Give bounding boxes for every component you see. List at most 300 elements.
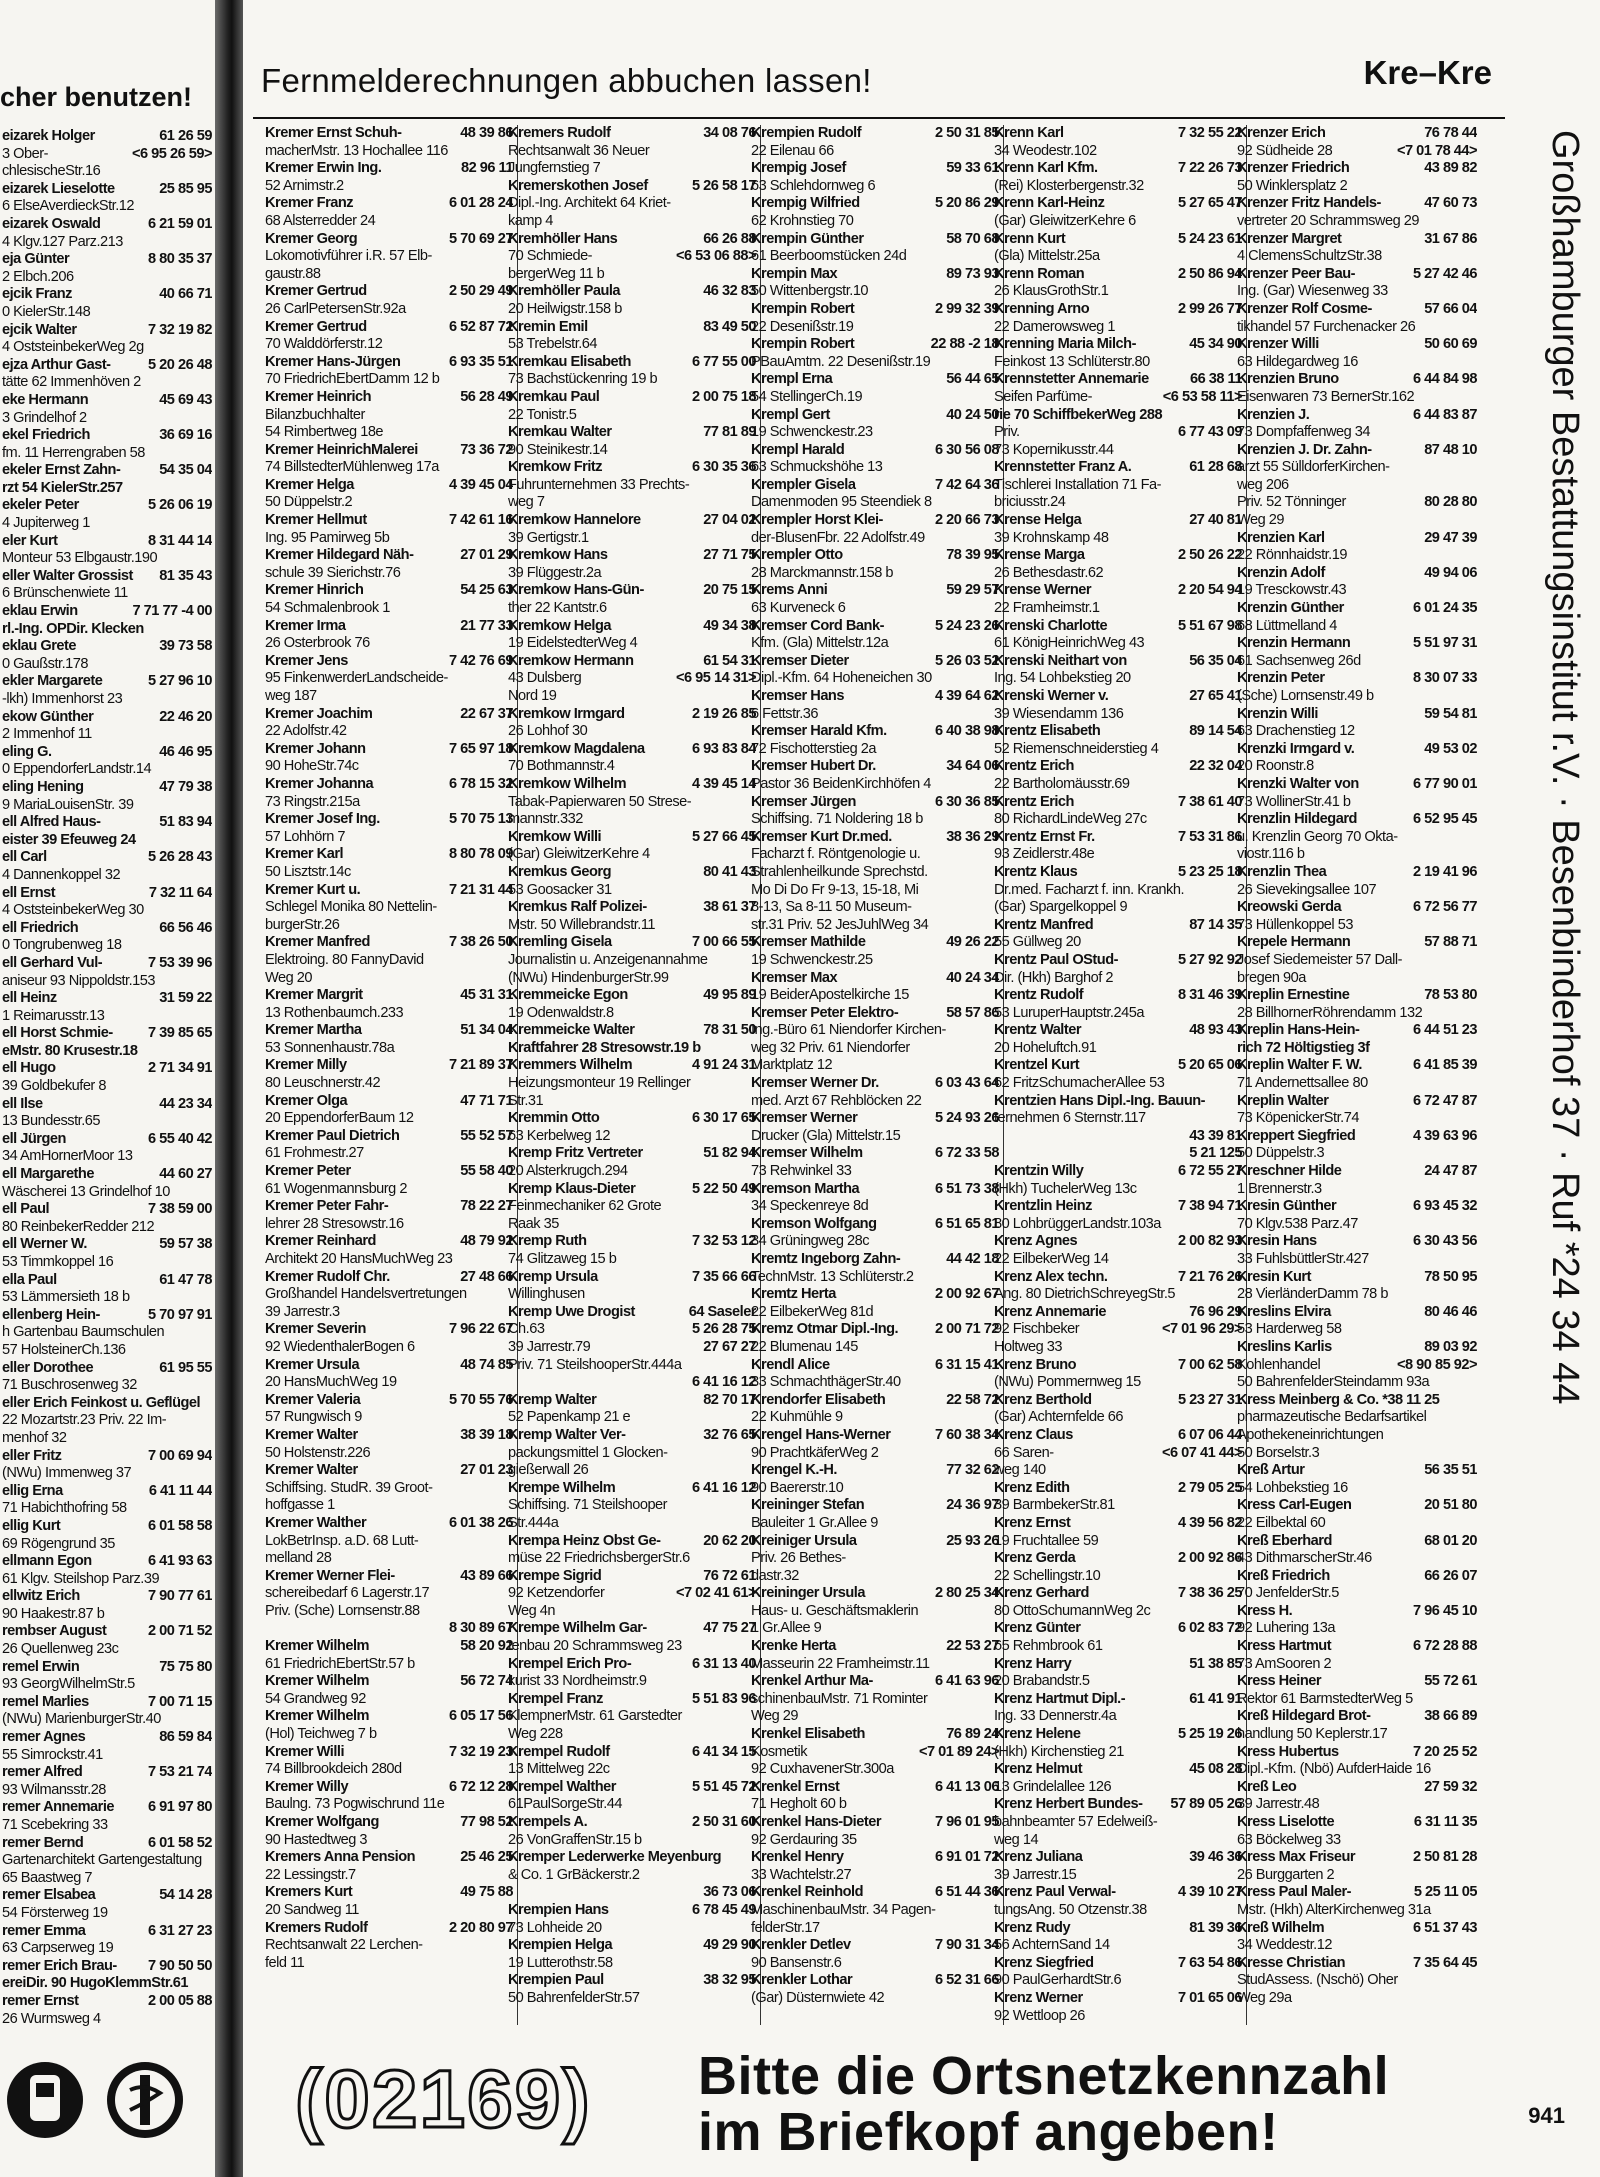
entry-text: 73 Dompfaffenweg 34 xyxy=(1237,424,1371,441)
phone-number: 6 30 43 56 xyxy=(1413,1233,1477,1250)
listing-entry xyxy=(751,1339,999,1357)
entry-text: Krenn Karl Kfm. xyxy=(994,160,1098,177)
listing-entry xyxy=(1237,1145,1477,1163)
listing-entry xyxy=(1237,1040,1477,1058)
entry-text: 13 Rothenbaumch.233 xyxy=(265,1004,404,1021)
entry-text: 26 Wurmsweg 4 xyxy=(2,2010,101,2027)
entry-text: Kremer Wolfgang xyxy=(265,1814,379,1830)
phone-number: 7 38 61 40 xyxy=(1178,793,1242,810)
entry-text: Krenz Edith xyxy=(994,1479,1070,1496)
entry-text: ell Ilse xyxy=(2,1095,43,1112)
entry-text: Holtweg 33 xyxy=(994,1338,1063,1355)
listing-entry xyxy=(751,1233,999,1251)
listing-entry xyxy=(2,1852,212,1870)
phone-number: 6 52 95 45 xyxy=(1413,811,1477,828)
listing-entry xyxy=(994,231,1242,249)
phone-number: 38 61 37 xyxy=(703,899,756,916)
entry-text: 22 Bartholomäusstr.69 xyxy=(994,775,1130,792)
entry-text: Krempa Heinz Obst Ge- xyxy=(508,1532,661,1549)
entry-text: 22 Blumenau 145 xyxy=(751,1338,858,1355)
listing-entry xyxy=(508,301,756,319)
listing-entry xyxy=(508,1480,756,1498)
listing-entry xyxy=(265,143,513,161)
phone-number: 76 89 24 xyxy=(946,1726,999,1743)
entry-text: macherMstr. 13 Hochallee 116 xyxy=(265,142,448,159)
listing-entry xyxy=(1237,336,1477,354)
phone-number: 2 99 32 39 xyxy=(935,300,999,317)
listing-entry xyxy=(751,143,999,161)
listing-entry xyxy=(751,635,999,653)
listing-entry xyxy=(265,1110,513,1128)
entry-text: 73 Rehwinkel 33 xyxy=(751,1163,852,1180)
entry-text: ereiDir. 90 HugoKlemmStr.61 xyxy=(2,1975,189,1992)
listing-entry xyxy=(2,1148,212,1166)
listing-entry xyxy=(508,864,756,882)
entry-text: Krenzlin Thea xyxy=(1237,863,1327,880)
entry-text: 19 Tresckowstr.43 xyxy=(1237,582,1347,599)
phone-number: 83 49 50 xyxy=(703,318,756,335)
entry-text: 92 Wettloop 26 xyxy=(994,2007,1085,2024)
entry-text: 6 Fettstr.36 xyxy=(751,705,819,722)
entry-text: Kohlenhandel xyxy=(1237,1356,1321,1373)
listing-entry xyxy=(994,1022,1242,1040)
listing-entry xyxy=(508,1462,756,1480)
listing-entry xyxy=(751,1568,999,1586)
phone-number: 7 21 31 44 xyxy=(449,881,513,898)
listing-entry xyxy=(508,1128,756,1146)
entry-text: 65 Baastweg 7 xyxy=(2,1869,93,1886)
listing-entry xyxy=(508,688,756,706)
phone-number: 7 53 39 96 xyxy=(148,954,212,971)
entry-text: Kremer Hinrich xyxy=(265,582,364,599)
listing-entry xyxy=(751,1269,999,1287)
entry-text: 50 BahrenfelderSteindamm 93a xyxy=(1237,1374,1430,1391)
listing-entry xyxy=(265,1304,513,1322)
phone-number: 7 71 77 -4 00 xyxy=(132,603,212,620)
listing-entry xyxy=(265,512,513,530)
entry-text: Krenz Werner xyxy=(994,1989,1083,2006)
entry-text: Feinkost 13 Schlüterstr.80 xyxy=(994,353,1150,370)
listing-entry xyxy=(751,248,999,266)
listing-entry xyxy=(751,178,999,196)
phone-number: 57 88 71 xyxy=(1424,934,1477,951)
phone-number: 5 70 55 76 xyxy=(449,1391,513,1408)
listing-entry xyxy=(2,744,212,762)
entry-text: Kress Paul Maler- xyxy=(1237,1884,1351,1901)
phone-number: 7 35 64 45 xyxy=(1413,1954,1477,1971)
phone-number: 6 44 51 23 xyxy=(1413,1022,1477,1039)
phone-number: 6 30 36 85 xyxy=(935,793,999,810)
entry-text: Str.444a xyxy=(508,1514,559,1531)
listing-entry xyxy=(751,1427,999,1445)
listing-entry xyxy=(508,1286,756,1304)
phone-number: 7 42 76 69 xyxy=(449,652,513,669)
phone-number: 2 99 26 77 xyxy=(1178,300,1242,317)
entry-text: eister 39 Efeuweg 24 xyxy=(2,831,136,848)
entry-text: 73 Ringstr.215a xyxy=(265,793,360,810)
listing-entry xyxy=(1237,600,1477,618)
entry-text: 74 BillstedterMühlenweg 17a xyxy=(265,459,439,476)
phone-number: 6 72 33 58 xyxy=(935,1145,999,1162)
listing-entry xyxy=(751,319,999,337)
listing-entry xyxy=(1237,1198,1477,1216)
entry-text: ell Jürgen xyxy=(2,1130,66,1147)
phone-number: 54 25 63 xyxy=(460,582,513,599)
listing-entry xyxy=(751,1409,999,1427)
listing-entry xyxy=(2,1606,212,1624)
entry-text: 34 Weddestr.12 xyxy=(1237,1937,1332,1954)
listing-entry xyxy=(994,970,1242,988)
entry-text: tätte 62 Immenhöven 2 xyxy=(2,374,141,391)
entry-text: 63 Kerbelweg 12 xyxy=(508,1127,611,1144)
listing-entry xyxy=(2,1430,212,1448)
listing-entry xyxy=(265,1093,513,1111)
phone-number: 87 48 10 xyxy=(1424,441,1477,458)
listing-entry xyxy=(1237,1427,1477,1445)
listing-entry xyxy=(2,656,212,674)
entry-text: Krenkel Hans-Dieter xyxy=(751,1814,882,1830)
phone-number: 2 71 34 91 xyxy=(148,1060,212,1077)
entry-text: Kremer Georg xyxy=(265,230,358,247)
listing-entry xyxy=(2,392,212,410)
phone-number: 76 96 29 xyxy=(1189,1303,1242,1320)
listing-entry xyxy=(1237,1269,1477,1287)
entry-text: 22 Framheimstr.1 xyxy=(994,600,1100,617)
phone-number: 6 01 28 24 xyxy=(449,195,513,212)
listing-entry xyxy=(265,934,513,952)
entry-text: Kreslins Elvira xyxy=(1237,1303,1331,1320)
entry-text: schinenbauMstr. 71 Rominter xyxy=(751,1690,928,1707)
listing-entry xyxy=(508,1515,756,1533)
entry-text: Kremmeicke Egon xyxy=(508,987,628,1004)
phone-number: 6 72 56 77 xyxy=(1413,899,1477,916)
listing-entry xyxy=(1237,635,1477,653)
listing-entry xyxy=(265,1603,513,1621)
listing-entry xyxy=(751,1163,999,1181)
listing-entry xyxy=(265,1796,513,1814)
phone-number: 6 40 38 98 xyxy=(935,723,999,740)
phone-number: 6 41 13 06 xyxy=(935,1778,999,1795)
listing-entry xyxy=(2,1412,212,1430)
entry-text: Architekt 20 HansMuchWeg 23 xyxy=(265,1251,453,1267)
phone-number: 43 89 82 xyxy=(1424,160,1477,177)
listing-entry xyxy=(2,1588,212,1606)
listing-entry xyxy=(265,530,513,548)
listing-entry xyxy=(508,1902,756,1920)
phone-number: 5 51 67 98 xyxy=(1178,617,1242,634)
listing-entry xyxy=(265,160,513,178)
entry-text: Journalistin u. Anzeigenannahme xyxy=(508,951,708,968)
phone-number: 38 32 95 xyxy=(703,1972,756,1989)
entry-text: eizarek Oswald xyxy=(2,215,101,232)
phone-number: 5 24 23 26 xyxy=(935,617,999,634)
entry-text: eling G. xyxy=(2,743,52,760)
entry-text: 1 Brennerstr.3 xyxy=(1237,1180,1322,1197)
listing-entry xyxy=(994,653,1242,671)
listing-entry xyxy=(508,1339,756,1357)
entry-text: 4 Klgv.127 Parz.213 xyxy=(2,233,123,250)
entry-text: 71 Buschrosenweg 32 xyxy=(2,1377,137,1394)
entry-text: h Gartenbau Baumschulen xyxy=(2,1324,165,1341)
listing-entry xyxy=(508,1920,756,1938)
phone-number: 6 52 31 66 xyxy=(935,1972,999,1989)
listing-entry xyxy=(508,1937,756,1955)
entry-text: ell Horst Schmie- xyxy=(2,1025,113,1042)
entry-text: Tischlerei Installation 71 Fa- xyxy=(994,476,1161,493)
listing-entry xyxy=(751,125,999,143)
listing-entry xyxy=(751,1920,999,1938)
entry-text: Kremp Ursula xyxy=(508,1268,598,1285)
entry-text: Kremkau Walter xyxy=(508,424,612,441)
listing-entry xyxy=(508,283,756,301)
listing-entry xyxy=(508,1744,756,1762)
entry-text: Kreß Wilhelm xyxy=(1237,1919,1325,1936)
listing-entry xyxy=(1237,829,1477,847)
listing-entry xyxy=(1237,882,1477,900)
entry-text: 92 Gerdauring 35 xyxy=(751,1831,857,1848)
entry-text: Kremser Kurt Dr.med. xyxy=(751,828,892,845)
listing-entry xyxy=(1237,706,1477,724)
entry-text: Kremer Werner Flei- xyxy=(265,1567,395,1584)
entry-text: Krempel Rudolf xyxy=(508,1743,610,1760)
entry-text: ekow Günther xyxy=(2,708,94,725)
entry-text: Kremp Walter xyxy=(508,1391,597,1408)
entry-text: Kremer Helga xyxy=(265,476,354,493)
phone-number: 22 88 -2 18 xyxy=(930,336,999,353)
entry-text: 22 Tonistr.5 xyxy=(508,406,577,423)
entry-text: 55 Simrockstr.41 xyxy=(2,1746,103,1763)
entry-text: remer Elsabea xyxy=(2,1887,96,1904)
listing-entry xyxy=(994,1656,1242,1674)
entry-text: Krentz Manfred xyxy=(994,916,1094,933)
entry-text: remel Marlies xyxy=(2,1693,89,1710)
entry-text: Krenski Werner v. xyxy=(994,688,1109,704)
listing-entry xyxy=(2,1958,212,1976)
entry-text: Priv. 52 Tönninger xyxy=(1237,494,1346,511)
phone-number: 7 96 01 95 xyxy=(935,1814,999,1830)
listing-entry xyxy=(2,955,212,973)
entry-text: Kremser Hans xyxy=(751,688,844,704)
listing-entry xyxy=(994,1339,1242,1357)
listing-entry xyxy=(1237,899,1477,917)
phone-number: 27 40 81 xyxy=(1189,512,1242,529)
phone-number: 22 53 27 xyxy=(946,1638,999,1655)
listing-entry xyxy=(751,1867,999,1885)
listing-entry xyxy=(265,1128,513,1146)
entry-text: ther 22 Kantstr.6 xyxy=(508,600,607,617)
entry-text: 43 Dulsberg xyxy=(508,670,582,687)
phone-number: 7 22 26 73 xyxy=(1178,160,1242,177)
listing-entry xyxy=(1237,1568,1477,1586)
listing-entry xyxy=(751,1181,999,1199)
entry-text: Krenz Juliana xyxy=(994,1849,1083,1866)
entry-text: Mstr. 50 Willebrandstr.11 xyxy=(508,916,656,933)
listing-entry xyxy=(265,1357,513,1375)
entry-text: Kremser Jürgen xyxy=(751,793,856,810)
phone-number: 59 57 38 xyxy=(159,1236,212,1253)
entry-text: müse 22 FriedrichsbergerStr.6 xyxy=(508,1550,690,1567)
listing-entry xyxy=(994,1796,1242,1814)
phone-number: 47 71 71 xyxy=(460,1092,513,1109)
entry-text: 22 Rönnhaidstr.19 xyxy=(1237,547,1347,564)
entry-text: 55 Güllweg 20 xyxy=(994,934,1081,951)
listing-entry xyxy=(1237,1515,1477,1533)
listing-entry xyxy=(265,1550,513,1568)
phone-number: 27 71 75 xyxy=(703,547,756,564)
listing-entry xyxy=(2,1483,212,1501)
listing-entry xyxy=(994,371,1242,389)
phone-number: 61 47 78 xyxy=(159,1271,212,1288)
phone-number: 7 90 50 50 xyxy=(148,1957,212,1974)
entry-text: Krenz Claus xyxy=(994,1426,1073,1443)
listing-entry xyxy=(265,1656,513,1674)
entry-text: menhof 32 xyxy=(2,1429,67,1446)
listing-entry xyxy=(2,1131,212,1149)
listing-entry xyxy=(994,1005,1242,1023)
entry-text: (Rei) Klosterbergenstr.32 xyxy=(994,177,1144,194)
listing-entry xyxy=(2,849,212,867)
listing-entry xyxy=(1237,1022,1477,1040)
entry-text: Kremer Johanna xyxy=(265,775,374,792)
listing-column-5 xyxy=(1237,125,1477,2025)
entry-text: 54 Rimbertweg 18e xyxy=(265,424,384,441)
phone-number: 6 02 83 72 xyxy=(1178,1620,1242,1637)
listing-entry xyxy=(994,213,1242,231)
entry-text: Krenz Alex techn. xyxy=(994,1268,1108,1285)
entry-text: Eisenwaren 73 BernerStr.162 xyxy=(1237,388,1415,405)
listing-entry xyxy=(994,582,1242,600)
phone-number: 6 91 01 72 xyxy=(935,1849,999,1866)
phone-number: 7 32 19 23 xyxy=(449,1743,513,1760)
listing-entry xyxy=(2,1764,212,1782)
phone-number: 6 31 27 23 xyxy=(148,1922,212,1939)
listing-entry xyxy=(994,1040,1242,1058)
entry-text: 28 Marckmannstr.158 b xyxy=(751,564,894,581)
listing-column-4 xyxy=(994,125,1247,2025)
listing-entry xyxy=(2,1184,212,1202)
listing-entry xyxy=(2,885,212,903)
entry-text: 19 Fruchtallee 59 xyxy=(994,1532,1099,1549)
entry-text: 50 Winklersplatz 2 xyxy=(1237,177,1348,194)
entry-text: Kress Carl-Eugen xyxy=(1237,1497,1352,1514)
listing-entry xyxy=(751,776,999,794)
listing-entry xyxy=(265,442,513,460)
listing-entry xyxy=(2,1201,212,1219)
entry-text: Krentz Paul OStud- xyxy=(994,951,1118,968)
phone-number: 55 52 57 xyxy=(460,1127,513,1144)
entry-text: Dipl.-Kfm. (Nbö) AufderHaide 16 xyxy=(1237,1761,1431,1778)
entry-text: Mo Di Do Fr 9-13, 15-18, Mi xyxy=(751,881,919,898)
listing-entry xyxy=(1237,688,1477,706)
phone-number: 89 14 54 xyxy=(1189,723,1242,740)
entry-text: Krenz Bruno xyxy=(994,1356,1077,1373)
entry-text: Krenz Siegfried xyxy=(994,1954,1094,1971)
listing-entry xyxy=(2,568,212,586)
listing-entry xyxy=(2,1887,212,1905)
phone-number: 29 47 39 xyxy=(1424,529,1477,546)
listing-entry xyxy=(508,160,756,178)
listing-entry xyxy=(994,776,1242,794)
phone-number: 4 39 63 96 xyxy=(1413,1127,1477,1144)
listing-entry xyxy=(508,670,756,688)
listing-entry xyxy=(508,1726,756,1744)
listing-entry xyxy=(508,248,756,266)
listing-entry xyxy=(265,618,513,636)
entry-text: 4 ClemensSchultzStr.38 xyxy=(1237,248,1382,265)
phone-number: 5 21 125 xyxy=(1189,1145,1242,1162)
entry-text: Krepele Hermann xyxy=(1237,934,1351,951)
listing-entry xyxy=(2,1782,212,1800)
listing-entry xyxy=(1237,1937,1477,1955)
listing-entry xyxy=(994,1497,1242,1515)
listing-entry xyxy=(994,1128,1242,1146)
entry-text: 53 Goosacker 31 xyxy=(508,881,612,898)
phone-number: 36 69 16 xyxy=(159,427,212,444)
phone-number: 6 78 15 32 xyxy=(449,775,513,792)
entry-text: Krempien Helga xyxy=(508,1937,613,1954)
listing-entry xyxy=(1237,1462,1477,1480)
listing-entry xyxy=(265,1233,513,1251)
phone-number: 27 01 23 xyxy=(460,1462,513,1479)
entry-text: 22 Eilenau 66 xyxy=(751,142,834,159)
listing-entry xyxy=(1237,1955,1477,1973)
entry-text: ekel Friedrich xyxy=(2,427,90,444)
listing-entry xyxy=(1237,477,1477,495)
entry-text: Kremmeicke Walter xyxy=(508,1022,635,1039)
listing-entry xyxy=(751,917,999,935)
phone-number: 20 51 80 xyxy=(1424,1497,1477,1514)
entry-text: 22 Damerowsweg 1 xyxy=(994,318,1115,335)
listing-entry xyxy=(265,688,513,706)
phone-number: 2 50 29 49 xyxy=(449,283,513,300)
entry-text: Kremer Ursula xyxy=(265,1356,360,1373)
entry-text: Kress Hubertus xyxy=(1237,1743,1339,1760)
listing-entry xyxy=(2,585,212,603)
entry-text: 34 Weodestr.102 xyxy=(994,142,1097,159)
entry-text: 63 Carpserweg 19 xyxy=(2,1940,114,1957)
listing-entry xyxy=(1237,547,1477,565)
entry-text: 70 Walddörferstr.12 xyxy=(265,336,383,353)
entry-text: 20 Heilwigstr.158 b xyxy=(508,300,622,317)
listing-entry xyxy=(2,867,212,885)
listing-entry xyxy=(508,1251,756,1269)
listing-entry xyxy=(265,864,513,882)
listing-entry xyxy=(751,1691,999,1709)
entry-text: 73 KöpenickerStr.74 xyxy=(1237,1110,1359,1127)
listing-entry xyxy=(508,1233,756,1251)
listing-entry xyxy=(508,952,756,970)
listing-entry xyxy=(751,846,999,864)
listing-entry xyxy=(508,1638,756,1656)
listing-entry xyxy=(1237,371,1477,389)
entry-text: ekeler Ernst Zahn- xyxy=(2,462,121,479)
entry-text: Haus- u. Geschäftsmaklerin xyxy=(751,1602,919,1619)
listing-entry xyxy=(508,794,756,812)
listing-entry xyxy=(1237,1392,1477,1410)
listing-entry xyxy=(1237,1779,1477,1797)
entry-text: ejcik Walter xyxy=(2,321,77,338)
phone-number: 47 60 73 xyxy=(1424,195,1477,212)
entry-text: Krempler Gisela xyxy=(751,476,856,493)
entry-text: Krenzien J. Dr. Zahn- xyxy=(1237,441,1372,458)
entry-text: 93 GeorgWilhelmStr.5 xyxy=(2,1676,135,1693)
entry-text: 39 Gertigstr.1 xyxy=(508,529,589,546)
listing-entry xyxy=(994,829,1242,847)
listing-entry xyxy=(508,917,756,935)
listing-entry xyxy=(994,1409,1242,1427)
entry-text: Krempler Horst Klei- xyxy=(751,512,883,529)
left-page-column xyxy=(2,128,212,2028)
